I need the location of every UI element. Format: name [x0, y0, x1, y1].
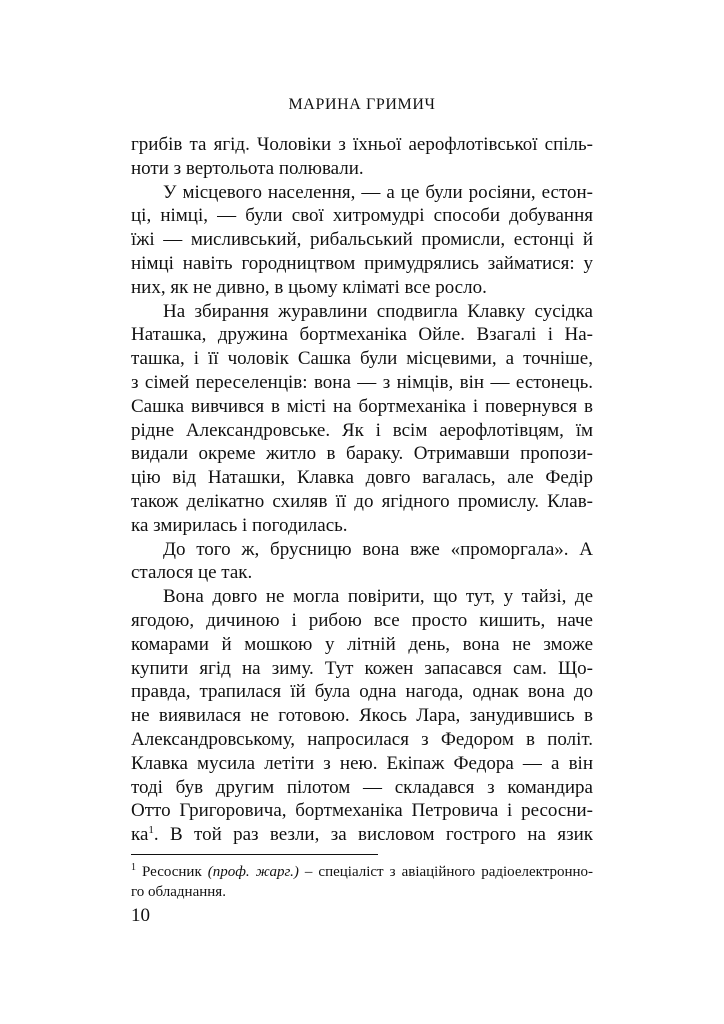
footnote-reference: 1 [148, 824, 154, 837]
body-text [131, 133, 593, 847]
text-line: ноти з вертольота полювали. [131, 157, 364, 179]
text-line: Сашка вивчився в місті на бортмеханіка і повернувся в [131, 395, 593, 417]
footnote-separator [131, 854, 378, 855]
footnote-definition-2: го обладнання. [131, 884, 226, 900]
footnote [131, 862, 593, 902]
text-line: На збирання журавлини сподвигла Клавку сусідка [163, 300, 593, 322]
text-line: не виявилася не готовою. Якось Лара, занудившись в [131, 705, 593, 727]
text-line: німці навіть городництвом примудрялись займатися: у [131, 252, 593, 274]
footnote-qualifier: (проф. жарг.) [207, 864, 299, 880]
text-line: Клавка мусила летіти з нею. Екіпаж Федора — а він [131, 752, 593, 774]
text-line: Наташка, дружина бортмеханіка Ойле. Взагалі і На- [131, 324, 593, 346]
text-line-start: ка [131, 824, 149, 846]
footnote-line-1 [131, 862, 593, 882]
text-line: видали окреме житло в бараку. Отримавши пропози- [131, 443, 593, 465]
text-line: цію від Наташки, Клавка довго вагалась, але Федір [131, 467, 593, 489]
text-line: У місцевого населення, — а це були росіяни, естон- [163, 181, 593, 203]
text-line: купити ягід на зиму. Тут кожен запасався сам. Що- [131, 657, 593, 679]
text-line: правда, трапилася їй була одна нагода, однак вона до [131, 681, 593, 703]
running-header-author: МАРИНА ГРИМИЧ [288, 96, 436, 113]
text-line: До того ж, брусницю вона вже «проморгала». А [163, 538, 593, 560]
text-line: грибів та ягід. Чоловіки з їхньої аерофлотівської спіль- [131, 134, 593, 155]
text-line: ка змирилась і погодилась. [131, 514, 348, 536]
text-line: ташка, і її чоловік Сашка були місцевими, а точніше, [131, 348, 593, 370]
text-line: Отто Григоровича, бортмеханіка Петровича і ресосни- [131, 800, 593, 822]
footnote-term: Ресосник [142, 864, 202, 880]
text-line: ці, німці, — були свої хитромудрі способи добування [131, 205, 593, 227]
text-line: них, як не дивно, в цьому кліматі все росло. [131, 276, 487, 298]
text-line: комарами й мошкою у літній день, вона не зможе [131, 633, 593, 655]
text-line: з сімей переселенців: вона — з німців, він — естонець. [131, 371, 593, 393]
text-line [131, 823, 593, 847]
text-line: їжі — мисливський, рибальський промисли, естонці й [131, 229, 593, 251]
text-line: Вона довго не могла повірити, що тут, у тайзі, де [163, 586, 593, 608]
text-line: також делікатно схиляв її до ягідного промислу. Клав- [131, 490, 593, 512]
footnote-number: 1 [131, 862, 136, 873]
page-number: 10 [131, 905, 150, 926]
footnote-definition-1: – спеціаліст з авіаційного радіоелектронно- [304, 864, 594, 880]
text-line: тоді був другим пілотом — складався з командира [131, 776, 593, 798]
text-line: рідне Александровське. Як і всім аерофлотівцям, їм [131, 419, 593, 441]
text-line: сталося це так. [131, 562, 253, 584]
text-line: ягодою, дичиною і рибою все просто кишить, наче [131, 609, 593, 631]
text-line-end: . В той раз везли, за висловом гострого на язик [153, 824, 593, 846]
text-line: Александровському, напросилася з Федором в політ. [131, 728, 593, 750]
